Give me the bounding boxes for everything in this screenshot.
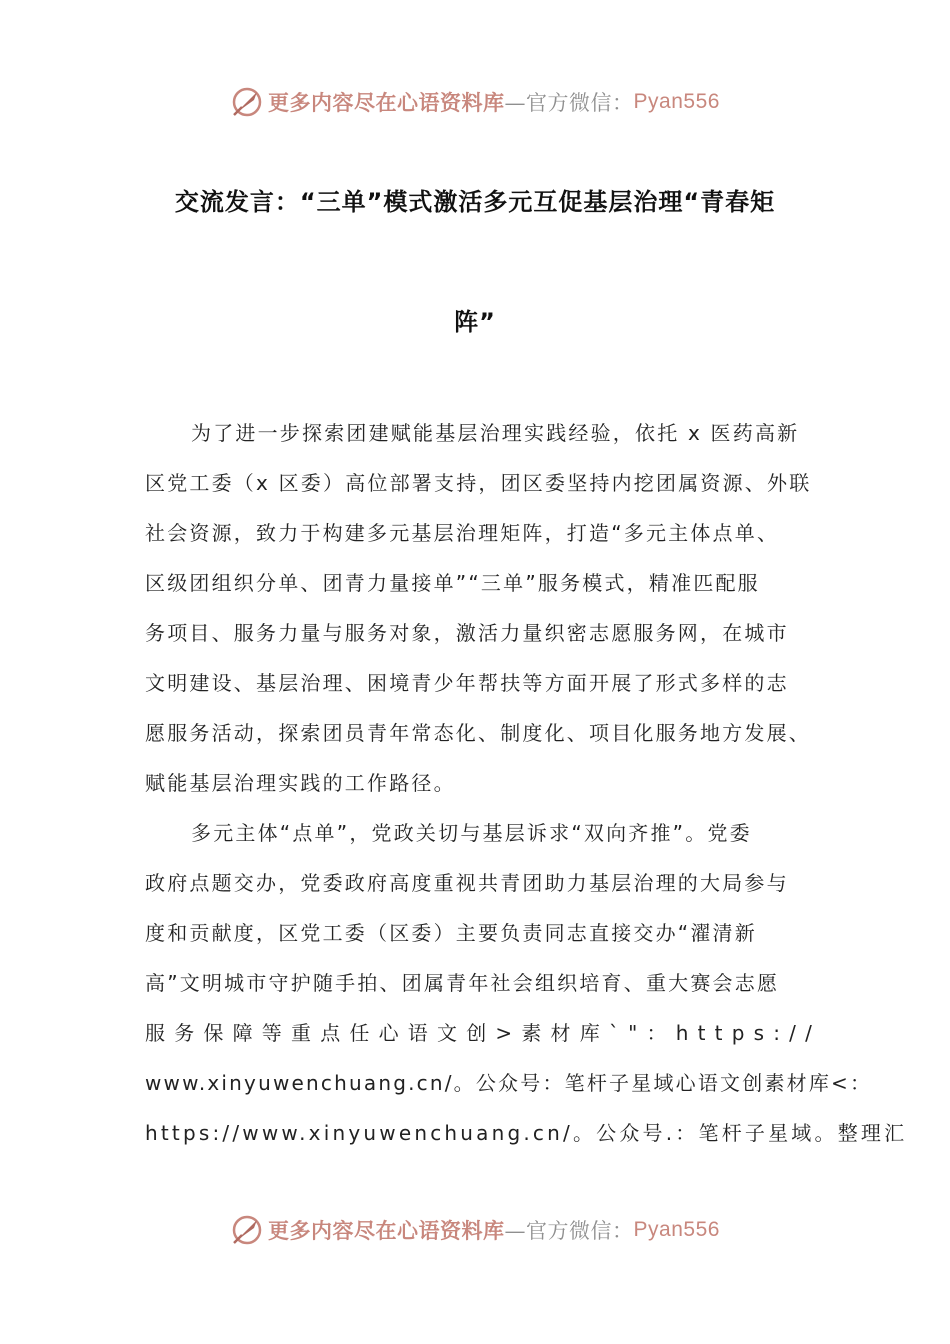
banner-middle-text: —官方微信： — [504, 1219, 634, 1243]
body-line: https://www.xinyuwenchuang.cn/。公众号.：笔杆子星域。整理汇 — [145, 1121, 908, 1145]
document-body — [145, 408, 908, 1158]
body-line: 高”文明城市守护随手拍、团属青年社会组织培育、重大赛会志愿 — [145, 971, 780, 995]
body-line: 为了进一步探索团建赋能基层治理实践经验，依托 x 医药高新 — [191, 421, 800, 445]
body-line: www.xinyuwenchuang.cn/。公众号：笔杆子星域心语文创素材库<： — [145, 1071, 873, 1095]
body-line: 愿服务活动，探索团员青年常态化、制度化、项目化服务地方发展、 — [145, 721, 811, 745]
body-line: 务项目、服务力量与服务对象，激活力量织密志愿服务网，在城市 — [145, 621, 789, 645]
document-title-line-1: 交流发言：“三单”模式激活多元互促基层治理“青春矩 — [174, 188, 776, 216]
body-line: 赋能基层治理实践的工作路径。 — [145, 771, 456, 795]
document-title-line-2: 阵” — [454, 308, 496, 336]
banner-main-text: 更多内容尽在心语资料库 — [268, 1218, 505, 1243]
watermark-banner-top — [0, 82, 950, 122]
body-line: 多元主体“点单”，党政关切与基层诉求“双向齐推”。党委 — [191, 821, 752, 845]
body-line: 社会资源，致力于构建多元基层治理矩阵，打造“多元主体点单、 — [145, 521, 780, 545]
body-line: 文明建设、基层治理、困境青少年帮扶等方面开展了形式多样的志 — [145, 671, 789, 695]
body-line: 区级团组织分单、团青力量接单”“三单”服务模式，精准匹配服 — [145, 571, 760, 595]
quill-logo-icon — [230, 1213, 264, 1247]
banner-middle-text: —官方微信： — [504, 91, 634, 115]
body-line: 服务保障等重点任心语文创>素材库`"：https:// — [145, 1021, 822, 1045]
body-line: 度和贡献度，区党工委（区委）主要负责同志直接交办“濯清新 — [145, 921, 757, 945]
banner-wechat-id: Pyan556 — [633, 1218, 720, 1241]
body-line: 区党工委（x 区委）高位部署支持，团区委坚持内挖团属资源、外联 — [145, 471, 812, 495]
watermark-banner-bottom — [0, 1210, 950, 1250]
body-line: 政府点题交办，党委政府高度重视共青团助力基层治理的大局参与 — [145, 871, 789, 895]
quill-logo-icon — [230, 85, 264, 119]
banner-main-text: 更多内容尽在心语资料库 — [268, 90, 505, 115]
banner-wechat-id: Pyan556 — [633, 90, 720, 113]
